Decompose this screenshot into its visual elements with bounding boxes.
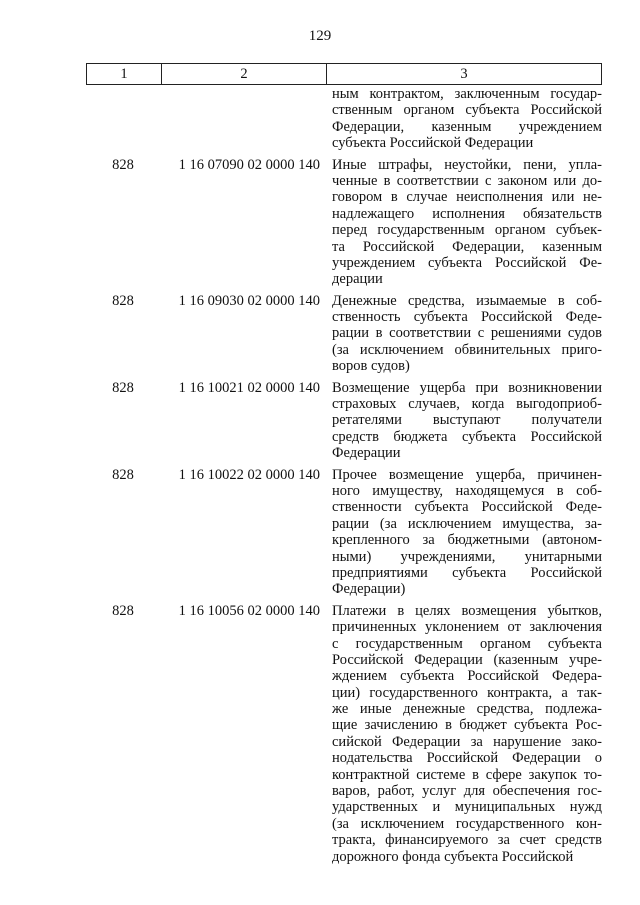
income-code-cell: 1 16 10021 02 0000 140: [178, 379, 320, 396]
admin-code-cell: 828: [112, 466, 134, 483]
description-line: ждением субъекта Российской Федера-: [332, 668, 602, 685]
header-col-3: 3: [327, 64, 602, 85]
description-line: контрактной системе в сфере закупок то-: [332, 766, 602, 783]
table-row: [86, 293, 602, 375]
description-line: нодательства Российской Федерации о: [332, 750, 602, 767]
description-line: средств бюджета субъекта Российской: [332, 428, 602, 445]
admin-code-cell: 828: [112, 156, 134, 173]
description-line: ственным органом субъекта Российской: [332, 102, 602, 119]
table-row: [86, 380, 602, 462]
description-line: ударственных и муниципальных нужд: [332, 799, 602, 816]
description-cell: [324, 86, 602, 152]
description-line: ченные в соответствии с законом или до-: [332, 172, 602, 189]
description-line: причиненных уклонением от заключения: [332, 619, 602, 636]
income-code-cell: 1 16 10056 02 0000 140: [178, 602, 320, 619]
description-line: сийской Федерации за нарушение зако-: [332, 733, 602, 750]
description-line: (за исключением обвинительных приго-: [332, 341, 602, 358]
table-row: [86, 603, 602, 865]
description-line: надлежащего исполнения обязательств: [332, 205, 602, 222]
description-cell: [324, 157, 602, 288]
description-line: Денежные средства, изымаемые в соб-: [332, 292, 602, 309]
description-line: варов, работ, услуг для обеспечения гос-: [332, 783, 602, 800]
header-col-2: 2: [162, 64, 327, 85]
table-row: [86, 467, 602, 598]
description-line: предприятиями субъекта Российской: [332, 564, 602, 581]
table-body: [86, 86, 602, 870]
header-col-1: 1: [87, 64, 162, 85]
page-number: 129: [308, 28, 332, 44]
description-line: Платежи в целях возмещения убытков,: [332, 602, 602, 619]
description-line: Иные штрафы, неустойки, пени, упла-: [332, 156, 602, 173]
income-code-cell: 1 16 10022 02 0000 140: [178, 466, 320, 483]
description-line: дорожного фонда субъекта Российской: [332, 848, 574, 865]
description-line: ственность субъекта Российской Феде-: [332, 309, 602, 326]
table-header: [86, 63, 602, 85]
description-line: Российской Федерации (казенным учре-: [332, 651, 602, 668]
description-line: учреждением субъекта Российской Фе-: [332, 254, 602, 271]
description-line: рации (за исключением имущества, за-: [332, 515, 602, 532]
description-line: ции) государственного контракта, а так-: [332, 684, 602, 701]
description-cell: [324, 380, 602, 462]
description-line: щие зачислению в бюджет субъекта Рос-: [332, 717, 602, 734]
description-line: субъекта Российской Федерации: [332, 135, 534, 152]
description-line: та Российской Федерации, казенным: [332, 238, 602, 255]
income-code-cell: 1 16 07090 02 0000 140: [178, 156, 320, 173]
description-line: (за исключением государственного кон-: [332, 815, 602, 832]
table-row: [86, 86, 602, 152]
description-line: Возмещение ущерба при возникновении: [332, 379, 602, 396]
description-line: дерации: [332, 271, 383, 288]
description-cell: [324, 603, 602, 865]
description-line: воров судов): [332, 358, 410, 375]
description-line: Прочее возмещение ущерба, причинен-: [332, 466, 602, 483]
description-line: же иные денежные средства, подлежа-: [332, 701, 602, 718]
description-line: говором в случае неисполнения или не-: [332, 189, 602, 206]
description-line: ственности субъекта Российской Феде-: [332, 499, 602, 516]
description-line: Федерации): [332, 581, 406, 598]
description-cell: [324, 467, 602, 598]
description-line: страховых случаев, когда выгодоприоб-: [332, 396, 602, 413]
table-row: [86, 157, 602, 288]
description-line: рации в соответствии с решениями судов: [332, 325, 602, 342]
description-line: крепленного за бюджетными (автоном-: [332, 532, 602, 549]
description-line: перед государственным органом субъек-: [332, 222, 602, 239]
description-line: ретателями выступают получатели: [332, 412, 602, 429]
admin-code-cell: 828: [112, 379, 134, 396]
admin-code-cell: 828: [112, 292, 134, 309]
admin-code-cell: 828: [112, 602, 134, 619]
description-line: ного имуществу, находящемуся в соб-: [332, 482, 602, 499]
description-line: ными) учреждениями, унитарными: [332, 548, 602, 565]
description-line: тракта, финансируемого за счет средств: [332, 832, 602, 849]
description-cell: [324, 293, 602, 375]
description-line: Федерации, казенным учреждением: [332, 118, 602, 135]
description-line: с государственным органом субъекта: [332, 635, 602, 652]
description-line: Федерации: [332, 445, 401, 462]
description-line: ным контрактом, заключенным государ-: [332, 86, 602, 102]
income-code-cell: 1 16 09030 02 0000 140: [178, 292, 320, 309]
